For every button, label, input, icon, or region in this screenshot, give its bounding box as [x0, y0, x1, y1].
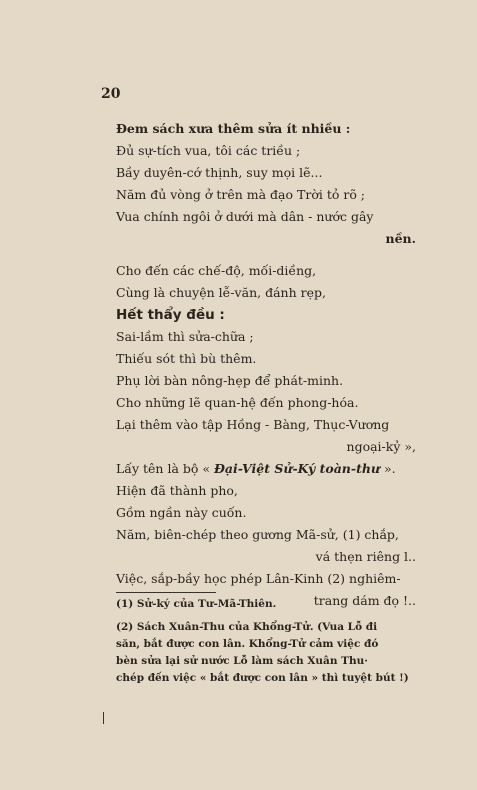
text-line: ngoại-kỷ »,	[346, 439, 416, 454]
text-line: nền.	[385, 231, 416, 246]
text-line: Sai-lầm thì sửa-chữa ;	[116, 329, 254, 344]
text-segment: ».	[380, 461, 396, 476]
margin-mark	[103, 712, 104, 724]
footnotes	[116, 596, 416, 687]
text-line: Hiện đã thành pho,	[116, 483, 238, 498]
text-line: vá thẹn riêng l..	[315, 549, 416, 564]
text-line: Cho đến các chế-độ, mối-diềng,	[116, 263, 317, 278]
text-line: Thiếu sót thì bù thêm.	[116, 351, 257, 366]
text-segment: Lấy tên là bộ «	[116, 461, 214, 476]
text-line: Đủ sự-tích vua, tôi các triều ;	[116, 143, 301, 158]
text-line: Cùng là chuyện lễ-văn, đánh rẹp,	[116, 285, 326, 300]
text-line: Vua chính ngôi ở dưới mà dân - nước gây	[116, 209, 374, 224]
book-title: Đại-Việt Sử-Ký toàn-thư	[214, 461, 381, 476]
text-line: Gồm ngần này cuốn.	[116, 505, 247, 520]
footnote-1: (1) Sử-ký của Tư-Mã-Thiên.	[116, 598, 277, 610]
poem-text	[116, 118, 416, 612]
text-line: Năm đủ vòng ở trên mà đạo Trời tỏ rõ ;	[116, 187, 366, 202]
text-line: Năm, biên-chép theo gương Mã-sử, (1) chắp,	[116, 527, 399, 542]
text-line: Việc, sắp-bầy học phép Lân-Kinh (2) nghiêm-	[116, 571, 401, 586]
text-line: Cho những lẽ quan-hệ đến phong-hóa.	[116, 395, 359, 410]
footnote-divider	[116, 592, 216, 593]
footnote-2-line: chép đến việc « bắt được con lân » thì tuyệt bút !)	[116, 672, 409, 684]
section-heading: Hết thẩy đều :	[116, 307, 225, 323]
text-line-book-title	[116, 458, 416, 480]
footnote-2-line: bèn sửa lại sử nước Lỗ làm sách Xuân Thu·	[116, 655, 368, 667]
page-number: 20	[101, 86, 121, 102]
text-line: Đem sách xưa thêm sửa ít nhiều :	[116, 121, 351, 136]
footnote-2-line: (2) Sách Xuân-Thu của Khổng-Tử. (Vua Lỗ đi	[116, 621, 378, 633]
text-line: trang dám đọ !..	[313, 593, 416, 608]
footnote-2-line: săn, bắt được con lân. Khổng-Tử cảm việc đó	[116, 638, 379, 650]
text-line: Phụ lời bàn nông-hẹp để phát-minh.	[116, 373, 344, 388]
text-line: Bầy duyên-cớ thịnh, suy mọi lẽ...	[116, 165, 323, 180]
text-line: Lại thêm vào tập Hồng - Bàng, Thục-Vương	[116, 417, 390, 432]
